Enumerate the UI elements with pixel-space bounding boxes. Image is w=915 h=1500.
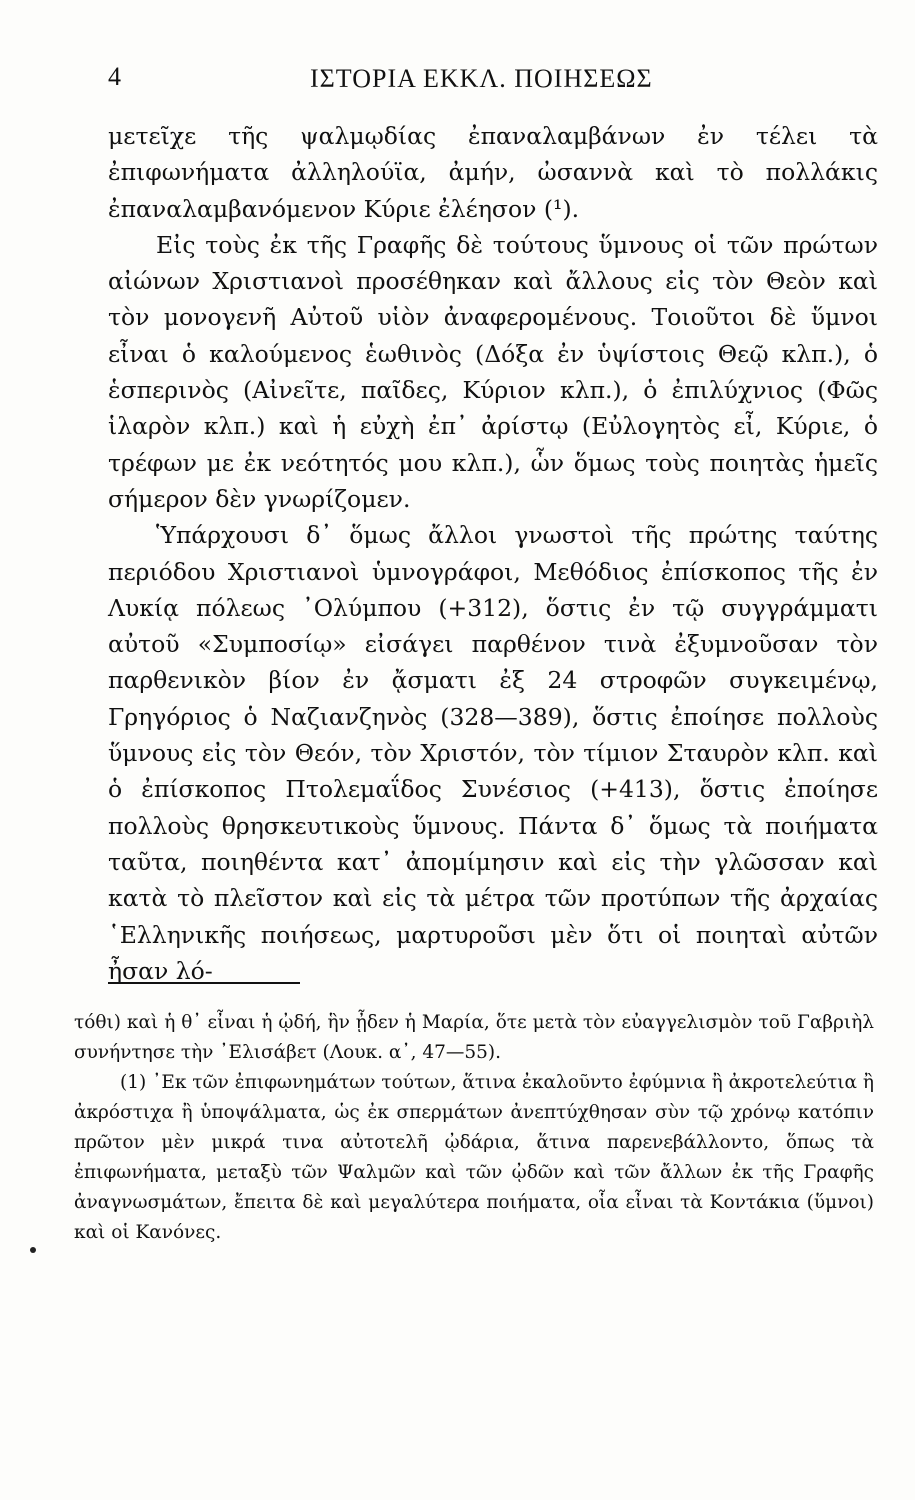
paragraph-1: μετεῖχε τῆς ψαλμῳδίας ἐπαναλαμβάνων ἐν τέλει τὰ ἐπιφωνήματα ἀλληλούϊα, ἀμήν, ὠσαννὰ καὶ τὸ πολλάκις ἐπαναλαμβανόμενον Κύριε ἐλέησον (¹).: [108, 122, 878, 223]
margin-mark: [30, 1247, 36, 1253]
page-number: 4: [108, 62, 121, 91]
running-head: ΙΣΤΟΡΙΑ ΕΚΚΛ. ΠΟΙΗΣΕΩΣ: [310, 64, 653, 93]
footnotes: [74, 1008, 874, 1248]
paragraph-3: Ὑπάρχουσι δ᾽ ὅμως ἄλλοι γνωστοὶ τῆς πρώτης ταύτης περιόδου Χριστιανοὶ ὑμνογράφοι, Μεθόδιος ἐπίσκοπος τῆς ἐν Λυκίᾳ πόλεως ᾽Ολύμπου (+312), ὅστις ἐν τῷ συγγράμματι αὐτοῦ «Συμποσίῳ» εἰσάγει παρθένον τινὰ ἐξυμνοῦσαν τὸν παρθενικὸν βίον ἐν ᾄσματι ἐξ 24 στροφῶν συγκειμένῳ, Γρηγόριος ὁ Ναζιανζηνὸς (328—389), ὅστις ἐποίησε πολλοὺς ὕμνους εἰς τὸν Θεόν, τὸν Χριστόν, τὸν τίμιον Σταυρὸν κλπ. καὶ ὁ ἐπίσκοπος Πτολεμαΐδος Συνέσιος (+413), ὅστις ἐποίησε πολλοὺς θρησκευτικοὺς ὕμνους. Πάντα δ᾽ ὅμως τὰ ποιήματα ταῦτα, ποιηθέντα κατ᾽ ἀπομίμησιν καὶ εἰς τὴν γλῶσσαν καὶ κατὰ τὸ πλεῖστον καὶ εἰς τὰ μέτρα τῶν προτύπων τῆς ἀρχαίας ῾Ελληνικῆς ποιήσεως, μαρτυροῦσι μὲν ὅτι οἱ ποιηταὶ αὐτῶν ἦσαν λό-: [108, 521, 878, 985]
main-text: [108, 118, 878, 989]
footnote-1: (1) ᾽Εκ τῶν ἐπιφωνημάτων τούτων, ἅτινα ἐκαλοῦντο ἐφύμνια ἢ ἀκροτελεύτια ἢ ἀκρόστιχα ἢ ὑποψάλματα, ὡς ἐκ σπερμάτων ἀνεπτύχθησαν σὺν τῷ χρόνῳ κατόπιν πρῶτον μὲν μικρά τινα αὐτοτελῆ ᾠδάρια, ἅτινα παρενεβάλλοντο, ὅπως τὰ ἐπιφωνήματα, μεταξὺ τῶν Ψαλμῶν καὶ τῶν ᾠδῶν καὶ τῶν ἄλλων ἐκ τῆς Γραφῆς ἀναγνωσμάτων, ἔπειτα δὲ καὶ μεγαλύτερα ποιήματα, οἷα εἶναι τὰ Κοντάκια (ὕμνοι) καὶ οἱ Κανόνες.: [74, 1072, 874, 1243]
paragraph-2: Εἰς τοὺς ἐκ τῆς Γραφῆς δὲ τούτους ὕμνους οἱ τῶν πρώτων αἰώνων Χριστιανοὶ προσέθηκαν καὶ ἄλλους εἰς τὸν Θεὸν καὶ τὸν μονογενῆ Αὐτοῦ υἱὸν ἀναφερομένους. Τοιοῦτοι δὲ ὕμνοι εἶναι ὁ καλούμενος ἑωθινὸς (Δόξα ἐν ὑψίστοις Θεῷ κλπ.), ὁ ἑσπερινὸς (Αἰνεῖτε, παῖδες, Κύριον κλπ.), ὁ ἐπιλύχνιος (Φῶς ἱλαρὸν κλπ.) καὶ ἡ εὐχὴ ἐπ᾽ ἀρίστῳ (Εὐλογητὸς εἶ, Κύριε, ὁ τρέφων με ἐκ νεότητός μου κλπ.), ὧν ὅμως τοὺς ποιητὰς ἡμεῖς σήμερον δὲν γνωρίζομεν.: [108, 230, 878, 513]
footnote-separator: [108, 982, 300, 984]
page-header: [100, 62, 860, 98]
footnote-continuation: τόθι) καὶ ἡ θ᾽ εἶναι ἡ ᾠδή, ἣν ᾖδεν ἡ Μαρία, ὅτε μετὰ τὸν εὐαγγελισμὸν τοῦ Γαβριὴλ συνήντησε τὴν ᾽Ελισάβετ (Λουκ. α᾽, 47—55).: [74, 1012, 874, 1063]
